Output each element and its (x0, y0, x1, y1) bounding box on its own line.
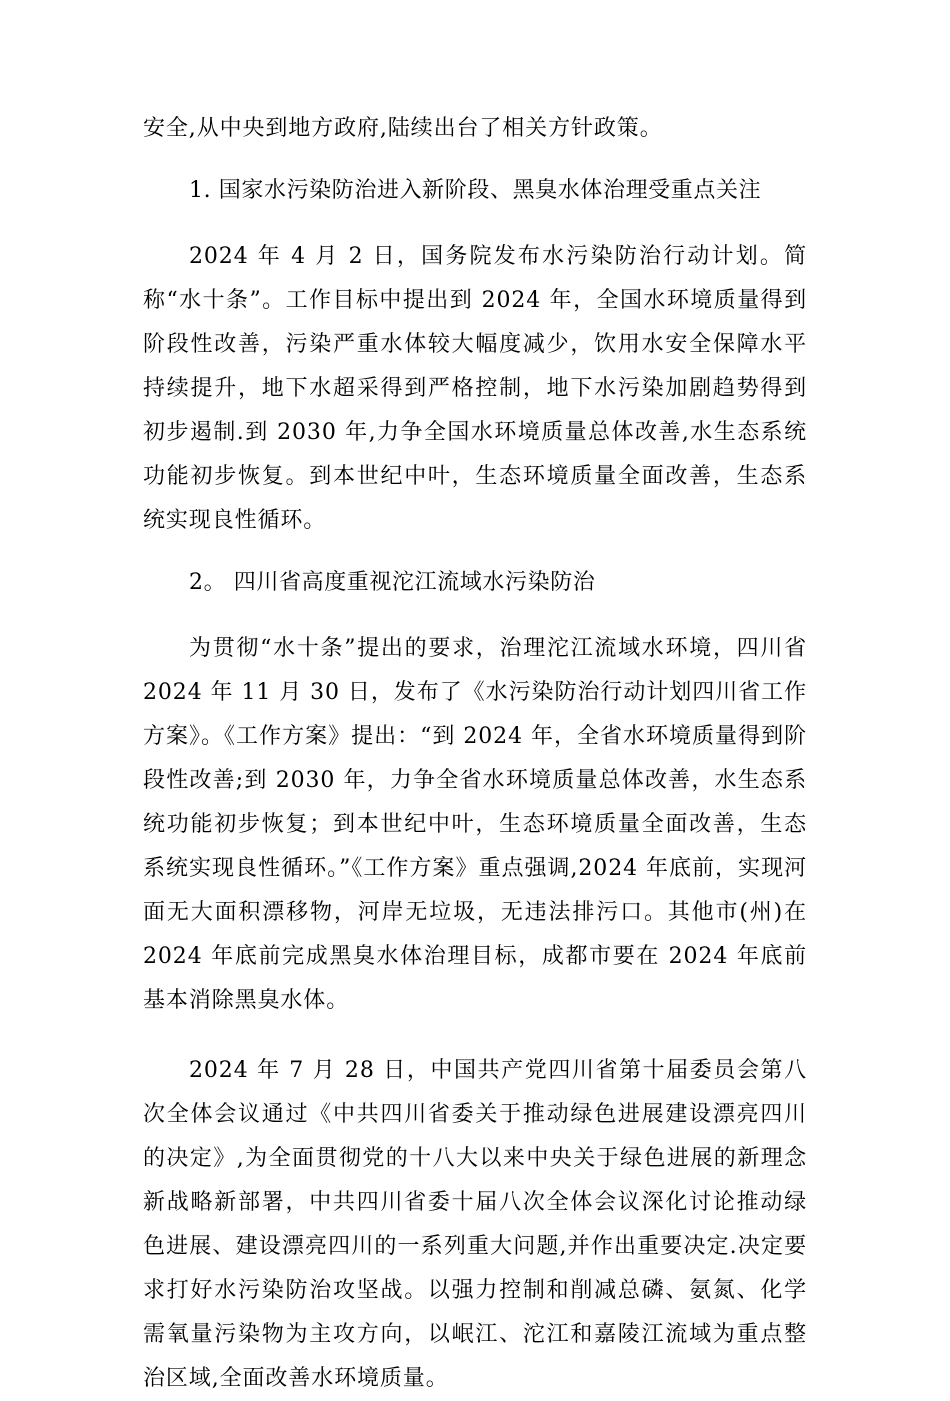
paragraph-sichuan-plan: 为贯彻“水十条”提出的要求，治理沱江流域水环境，四川省 2024 年 11 月 30 日，发布了《水污染防治行动计划四川省工作方案》。《工作方案》提出：“到 2024 年，全省水环境质量得到阶段性改善;到 2030 年，力争全省水环境质量总体改善，水生态系统功能初步恢复；到本世纪中叶，生态环境质量全面改善，生态系统实现良性循环。”《工作方案》重点强调,2024 年底前，实现河面无大面积漂移物，河岸无垃圾，无违法排污口。其他市(州)在 2024 年底前完成黑臭水体治理目标，成都市要在 2024 年底前基本消除黑臭水体。 (143, 636, 807, 1013)
section-heading-2: 2。 四川省高度重视沱江流域水污染防治 (189, 570, 596, 595)
paragraph-water-ten: 2024 年 4 月 2 日，国务院发布水污染防治行动计划。简称“水十条”。工作目标中提出到 2024 年，全国水环境质量得到阶段性改善，污染严重水体较大幅度减少，饮用水安全保障水平持续提升，地下水超采得到严格控制，地下水污染加剧趋势得到初步遏制.到 2030 年,力争全国水环境质量总体改善,水生态系统功能初步恢复。到本世纪中叶，生态环境质量全面改善，生态系统实现良性循环。 (143, 244, 807, 533)
paragraph-provincial-decision: 2024 年 7 月 28 日，中国共产党四川省第十届委员会第八次全体会议通过《中共四川省委关于推动绿色进展建设漂亮四川的决定》,为全面贯彻党的十八大以来中央关于绿色进展的新理念新战略新部署，中共四川省委十届八次全体会议深化讨论推动绿色进展、建设漂亮四川的一系列重大问题,并作出重要决定.决定要求打好水污染防治攻坚战。以强力控制和削减总磷、氨氮、化学需氧量污染物为主攻方向，以岷江、沱江和嘉陵江流域为重点整治区域,全面改善水环境质量。 (143, 1058, 807, 1391)
paragraph-intro: 安全,从中央到地方政府,陆续出台了相关方针政策。 (143, 116, 663, 141)
document-page (143, 107, 807, 1401)
section-heading-1: 1. 国家水污染防治进入新阶段、黑臭水体治理受重点关注 (189, 178, 762, 203)
